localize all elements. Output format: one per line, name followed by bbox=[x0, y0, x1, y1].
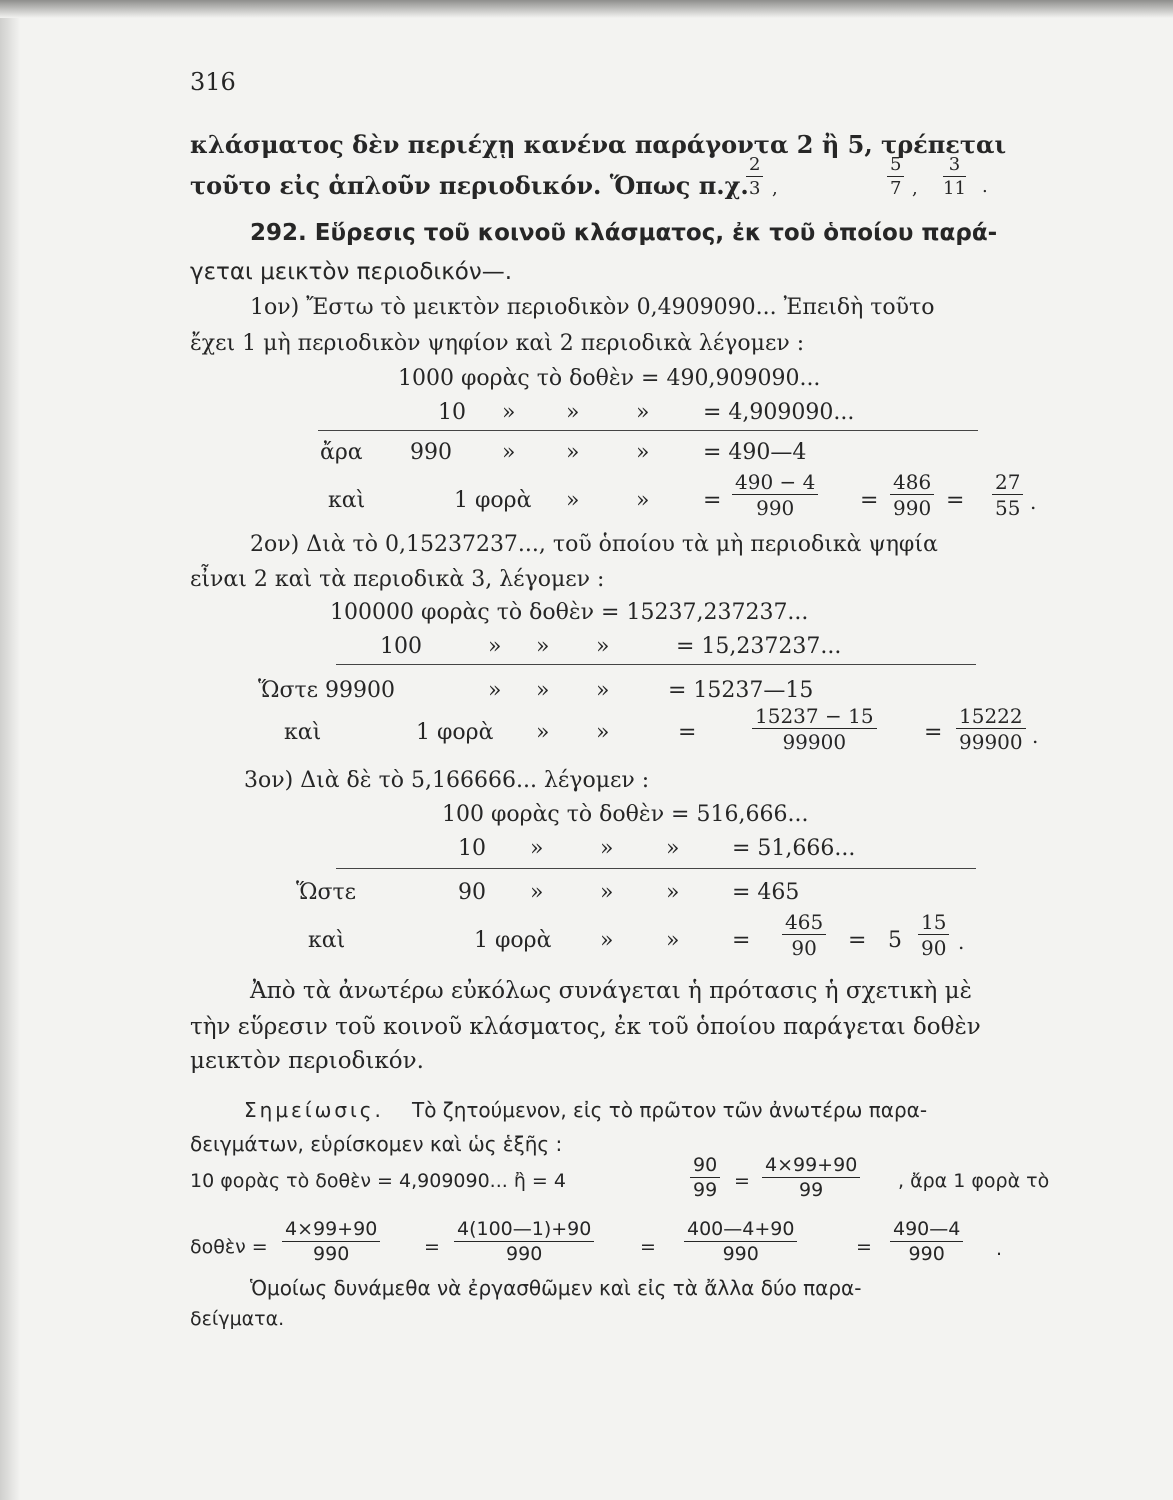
equals-sign: = bbox=[848, 928, 867, 953]
equals-sign: = bbox=[640, 1236, 656, 1258]
ditto-mark: » bbox=[596, 678, 610, 703]
equals-sign: = bbox=[424, 1236, 440, 1258]
calc-row: = 490—4 bbox=[703, 440, 807, 465]
fraction: $\frac{465}{90}$ bbox=[782, 912, 826, 958]
ditto-mark: » bbox=[596, 634, 610, 659]
page-number: 316 bbox=[190, 68, 236, 96]
calc-row: 100 bbox=[380, 634, 422, 659]
ditto-mark: » bbox=[502, 400, 516, 425]
ditto-mark: » bbox=[666, 836, 680, 861]
calc-row: 100 φορὰς τὸ δοθὲν = 516,666... bbox=[442, 802, 809, 827]
paragraph-line: 3ον) Διὰ δὲ τὸ 5,166666... λέγομεν : bbox=[244, 768, 650, 793]
ditto-mark: » bbox=[566, 488, 580, 513]
fraction: $\frac{4\times 99+90}{990}$ bbox=[282, 1220, 380, 1264]
equals-sign: = bbox=[734, 1170, 750, 1192]
calc-row: καὶ bbox=[308, 928, 346, 953]
note-line: 10 φορὰς τὸ δοθὲν = 4,909090... ἢ = 4 bbox=[190, 1170, 566, 1192]
calc-row: = 15237—15 bbox=[668, 678, 814, 703]
fraction: $\frac{27}{55}$ bbox=[992, 472, 1023, 518]
note-line: δειγμάτων, εὑρίσκομεν καὶ ὡς ἑξῆς : bbox=[190, 1132, 563, 1156]
calc-row: 10 bbox=[458, 836, 486, 861]
ditto-mark: » bbox=[636, 488, 650, 513]
mixed-whole: 5 bbox=[888, 928, 902, 953]
paragraph-line: τοῦτο εἰς ἁπλοῦν περιοδικόν. Ὅπως π.χ. bbox=[190, 171, 749, 200]
ditto-mark: » bbox=[536, 678, 550, 703]
calc-row: 100000 φορὰς τὸ δοθὲν = 15237,237237... bbox=[330, 600, 809, 625]
equals-sign: = bbox=[856, 1236, 872, 1258]
page-spine-shadow bbox=[0, 0, 20, 1500]
fraction: $\frac{5}{7}$ bbox=[887, 156, 904, 198]
calc-row: 1 φορὰ bbox=[474, 928, 552, 953]
calc-row: 10 bbox=[438, 400, 466, 425]
fraction: $\frac{490 - 4}{990}$ bbox=[732, 472, 818, 518]
ditto-mark: » bbox=[596, 720, 610, 745]
fraction: $\frac{4\times 99+90}{99}$ bbox=[762, 1156, 860, 1200]
calc-row: καὶ bbox=[328, 488, 366, 513]
ditto-mark: » bbox=[600, 836, 614, 861]
ditto-mark: » bbox=[666, 880, 680, 905]
section-heading: 292. Εὕρεσις τοῦ κοινοῦ κλάσματος, ἐκ τοῦ ὁποίου παρά- bbox=[250, 220, 998, 246]
fraction: $\frac{486}{990}$ bbox=[890, 472, 934, 518]
ditto-mark: » bbox=[536, 720, 550, 745]
ditto-mark: » bbox=[566, 440, 580, 465]
paragraph-line: 2ον) Διὰ τὸ 0,15237237..., τοῦ ὁποίου τὰ μὴ περιοδικὰ ψηφία bbox=[250, 532, 938, 557]
calc-row: = 465 bbox=[732, 880, 800, 905]
ditto-mark: » bbox=[530, 880, 544, 905]
calc-row: 1 φορὰ bbox=[416, 720, 494, 745]
fraction: $\frac{15237 - 15}{99900}$ bbox=[752, 706, 877, 752]
ditto-mark: » bbox=[666, 928, 680, 953]
page-top-shadow bbox=[0, 0, 1173, 18]
fraction: $\frac{15}{90}$ bbox=[918, 912, 949, 958]
paragraph-line: Ἀπὸ τὰ ἀνωτέρω εὐκόλως συνάγεται ἡ πρότασις ἡ σχετικὴ μὲ bbox=[250, 978, 972, 1004]
fraction: $\frac{490—4}{990}$ bbox=[890, 1220, 963, 1264]
calc-row: 1000 φορὰς τὸ δοθὲν = 490,909090... bbox=[398, 366, 821, 391]
equals-sign: = bbox=[924, 720, 943, 745]
calc-row: καὶ bbox=[284, 720, 322, 745]
paragraph-line: τὴν εὕρεσιν τοῦ κοινοῦ κλάσματος, ἐκ τοῦ ὁποίου παράγεται δοθὲν bbox=[190, 1014, 981, 1040]
note-line: δείγματα. bbox=[190, 1308, 285, 1330]
fraction: $\frac{3}{11}$ bbox=[943, 154, 966, 199]
note-label: Σημείωσις. bbox=[244, 1098, 384, 1122]
fraction: $\frac{2}{3}$ bbox=[746, 156, 763, 198]
calc-row: Ὥστε 99900 bbox=[258, 678, 396, 703]
sum-rule bbox=[336, 664, 976, 665]
calc-row: 90 bbox=[458, 880, 486, 905]
note-line: Ὁμοίως δυνάμεθα νὰ ἐργασθῶμεν καὶ εἰς τὰ ἄλλα δύο παρα- bbox=[250, 1276, 862, 1300]
ditto-mark: » bbox=[502, 440, 516, 465]
ditto-mark: » bbox=[600, 928, 614, 953]
calc-row: 990 bbox=[410, 440, 452, 465]
calc-row: ἄρα bbox=[320, 440, 363, 465]
section-heading: γεται μεικτὸν περιοδικόν—. bbox=[190, 259, 512, 285]
ditto-mark: » bbox=[488, 678, 502, 703]
calc-row: 1 φορὰ bbox=[454, 488, 532, 513]
ditto-mark: » bbox=[600, 880, 614, 905]
ditto-mark: » bbox=[636, 440, 650, 465]
equals-sign: = bbox=[946, 488, 965, 513]
note-line: , ἄρα 1 φορὰ τὸ bbox=[898, 1170, 1050, 1192]
ditto-mark: » bbox=[636, 400, 650, 425]
calc-row: = 51,666... bbox=[732, 836, 856, 861]
sum-rule bbox=[336, 868, 976, 869]
equals-sign: = bbox=[860, 488, 879, 513]
paragraph-line: μεικτὸν περιοδικόν. bbox=[190, 1048, 424, 1074]
equals-sign: = bbox=[703, 488, 722, 513]
equals-sign: = bbox=[678, 720, 697, 745]
sum-rule bbox=[318, 430, 978, 431]
paragraph-line: ἔχει 1 μὴ περιοδικὸν ψηφίον καὶ 2 περιοδικὰ λέγομεν : bbox=[190, 331, 805, 356]
fraction: $\frac{4(100—1)+90}{990}$ bbox=[454, 1220, 594, 1264]
fraction: $\frac{15222}{99900}$ bbox=[956, 706, 1026, 752]
equals-sign: = bbox=[732, 928, 751, 953]
ditto-mark: » bbox=[530, 836, 544, 861]
note-line: Τὸ ζητούμενον, εἰς τὸ πρῶτον τῶν ἀνωτέρω παρα- bbox=[412, 1098, 928, 1122]
paragraph-line: 1ον) Ἔστω τὸ μεικτὸν περιοδικὸν 0,4909090... Ἐπειδὴ τοῦτο bbox=[250, 295, 935, 320]
ditto-mark: » bbox=[566, 400, 580, 425]
fraction: $\frac{90}{99}$ bbox=[690, 1156, 720, 1200]
ditto-mark: » bbox=[488, 634, 502, 659]
paragraph-line: εἶναι 2 καὶ τὰ περιοδικὰ 3, λέγομεν : bbox=[190, 567, 605, 592]
book-page: 316 κλάσματος δὲν περιέχῃ κανένα παράγοντα 2 ἢ 5, τρέπεται τοῦτο εἰς ἁπλοῦν περιοδικόν. Ὅπως π.χ. $\frac{2}{3}$ , $\frac{5}{7}$ , $\frac{3}{11}$ . 292. Εὕρεσις τοῦ κοινοῦ κλάσματος, ἐκ τοῦ ὁποίου παρά- γεται μεικτὸν περιοδικόν—. 1ον) Ἔστω τὸ μεικτὸν περιοδικὸν 0,4909090... Ἐπειδὴ τοῦτο ἔχει 1 μὴ περιοδικὸν ψηφίον καὶ 2 περιοδικὰ λέγομεν : 1000 φορὰς τὸ δοθὲν = 490,909090... 10 » » » = 4,909090... ἄρα 990 » » » = 490—4 καὶ 1 φορὰ » » = $\frac{490 - 4}{990}$ = $\frac{486}{990}$ = $\frac{27}{55}$ . 2ον) Διὰ τὸ 0,15237237..., τοῦ ὁποίου τὰ μὴ περιοδικὰ ψηφία εἶναι 2 καὶ τὰ περιοδικὰ 3, λέγομεν : 100000 φορὰς τὸ δοθὲν = 15237,237237... 100 » » » = 15,237237... Ὥστε 99900 » » » = 15237—15 καὶ 1 φορὰ » » = $\frac{15237 - 15}{99900}$ = $\frac{15222}{99900}$ . 3ον) Διὰ δὲ τὸ 5,166666... λέγομεν : 100 φορὰς τὸ δοθὲν = 516,666... 10 » » » = 51,666... Ὥστε 90 » » » = 465 καὶ 1 φορὰ » » = $\frac{465}{90}$ = 5 $\frac{15}{90}$ . Ἀπὸ τὰ ἀνωτέρω εὐκόλως συνάγεται ἡ πρότασις ἡ σχετικὴ μὲ τὴν εὕρεσιν τοῦ κοινοῦ κλάσματος, ἐκ τοῦ ὁποίου παράγεται δοθὲν μεικτὸν περιοδικόν. Σημείωσις. Τὸ ζητούμενον, εἰς τὸ πρῶτον τῶν ἀνωτέρω παρα- δειγμάτων, εὑρίσκομεν καὶ ὡς ἑξῆς : 10 φορὰς τὸ δοθὲν = 4,909090... ἢ = 4 $\frac{90}{99}$ = $\frac{4\times 99+90}{99}$ , ἄρα 1 φορὰ τὸ δοθὲν = $\frac{4\times 99+90}{990}$ = $\frac{4(100—1)+90}{990}$ = $\frac{400—4+90}{990}$ = $\frac{490—4}{990}$ . Ὁμοίως δυνάμεθα νὰ ἐργασθῶμεν καὶ εἰς τὰ ἄλλα δύο παρα- δείγματα. bbox=[0, 0, 1173, 1500]
calc-row: = 4,909090... bbox=[703, 400, 855, 425]
ditto-mark: » bbox=[536, 634, 550, 659]
paragraph-line: κλάσματος δὲν περιέχῃ κανένα παράγοντα 2 ἢ 5, τρέπεται bbox=[190, 130, 1007, 159]
calc-row: = 15,237237... bbox=[676, 634, 842, 659]
fraction: $\frac{400—4+90}{990}$ bbox=[684, 1220, 797, 1264]
calc-row: Ὥστε bbox=[296, 880, 357, 905]
note-line: δοθὲν = bbox=[190, 1236, 268, 1258]
